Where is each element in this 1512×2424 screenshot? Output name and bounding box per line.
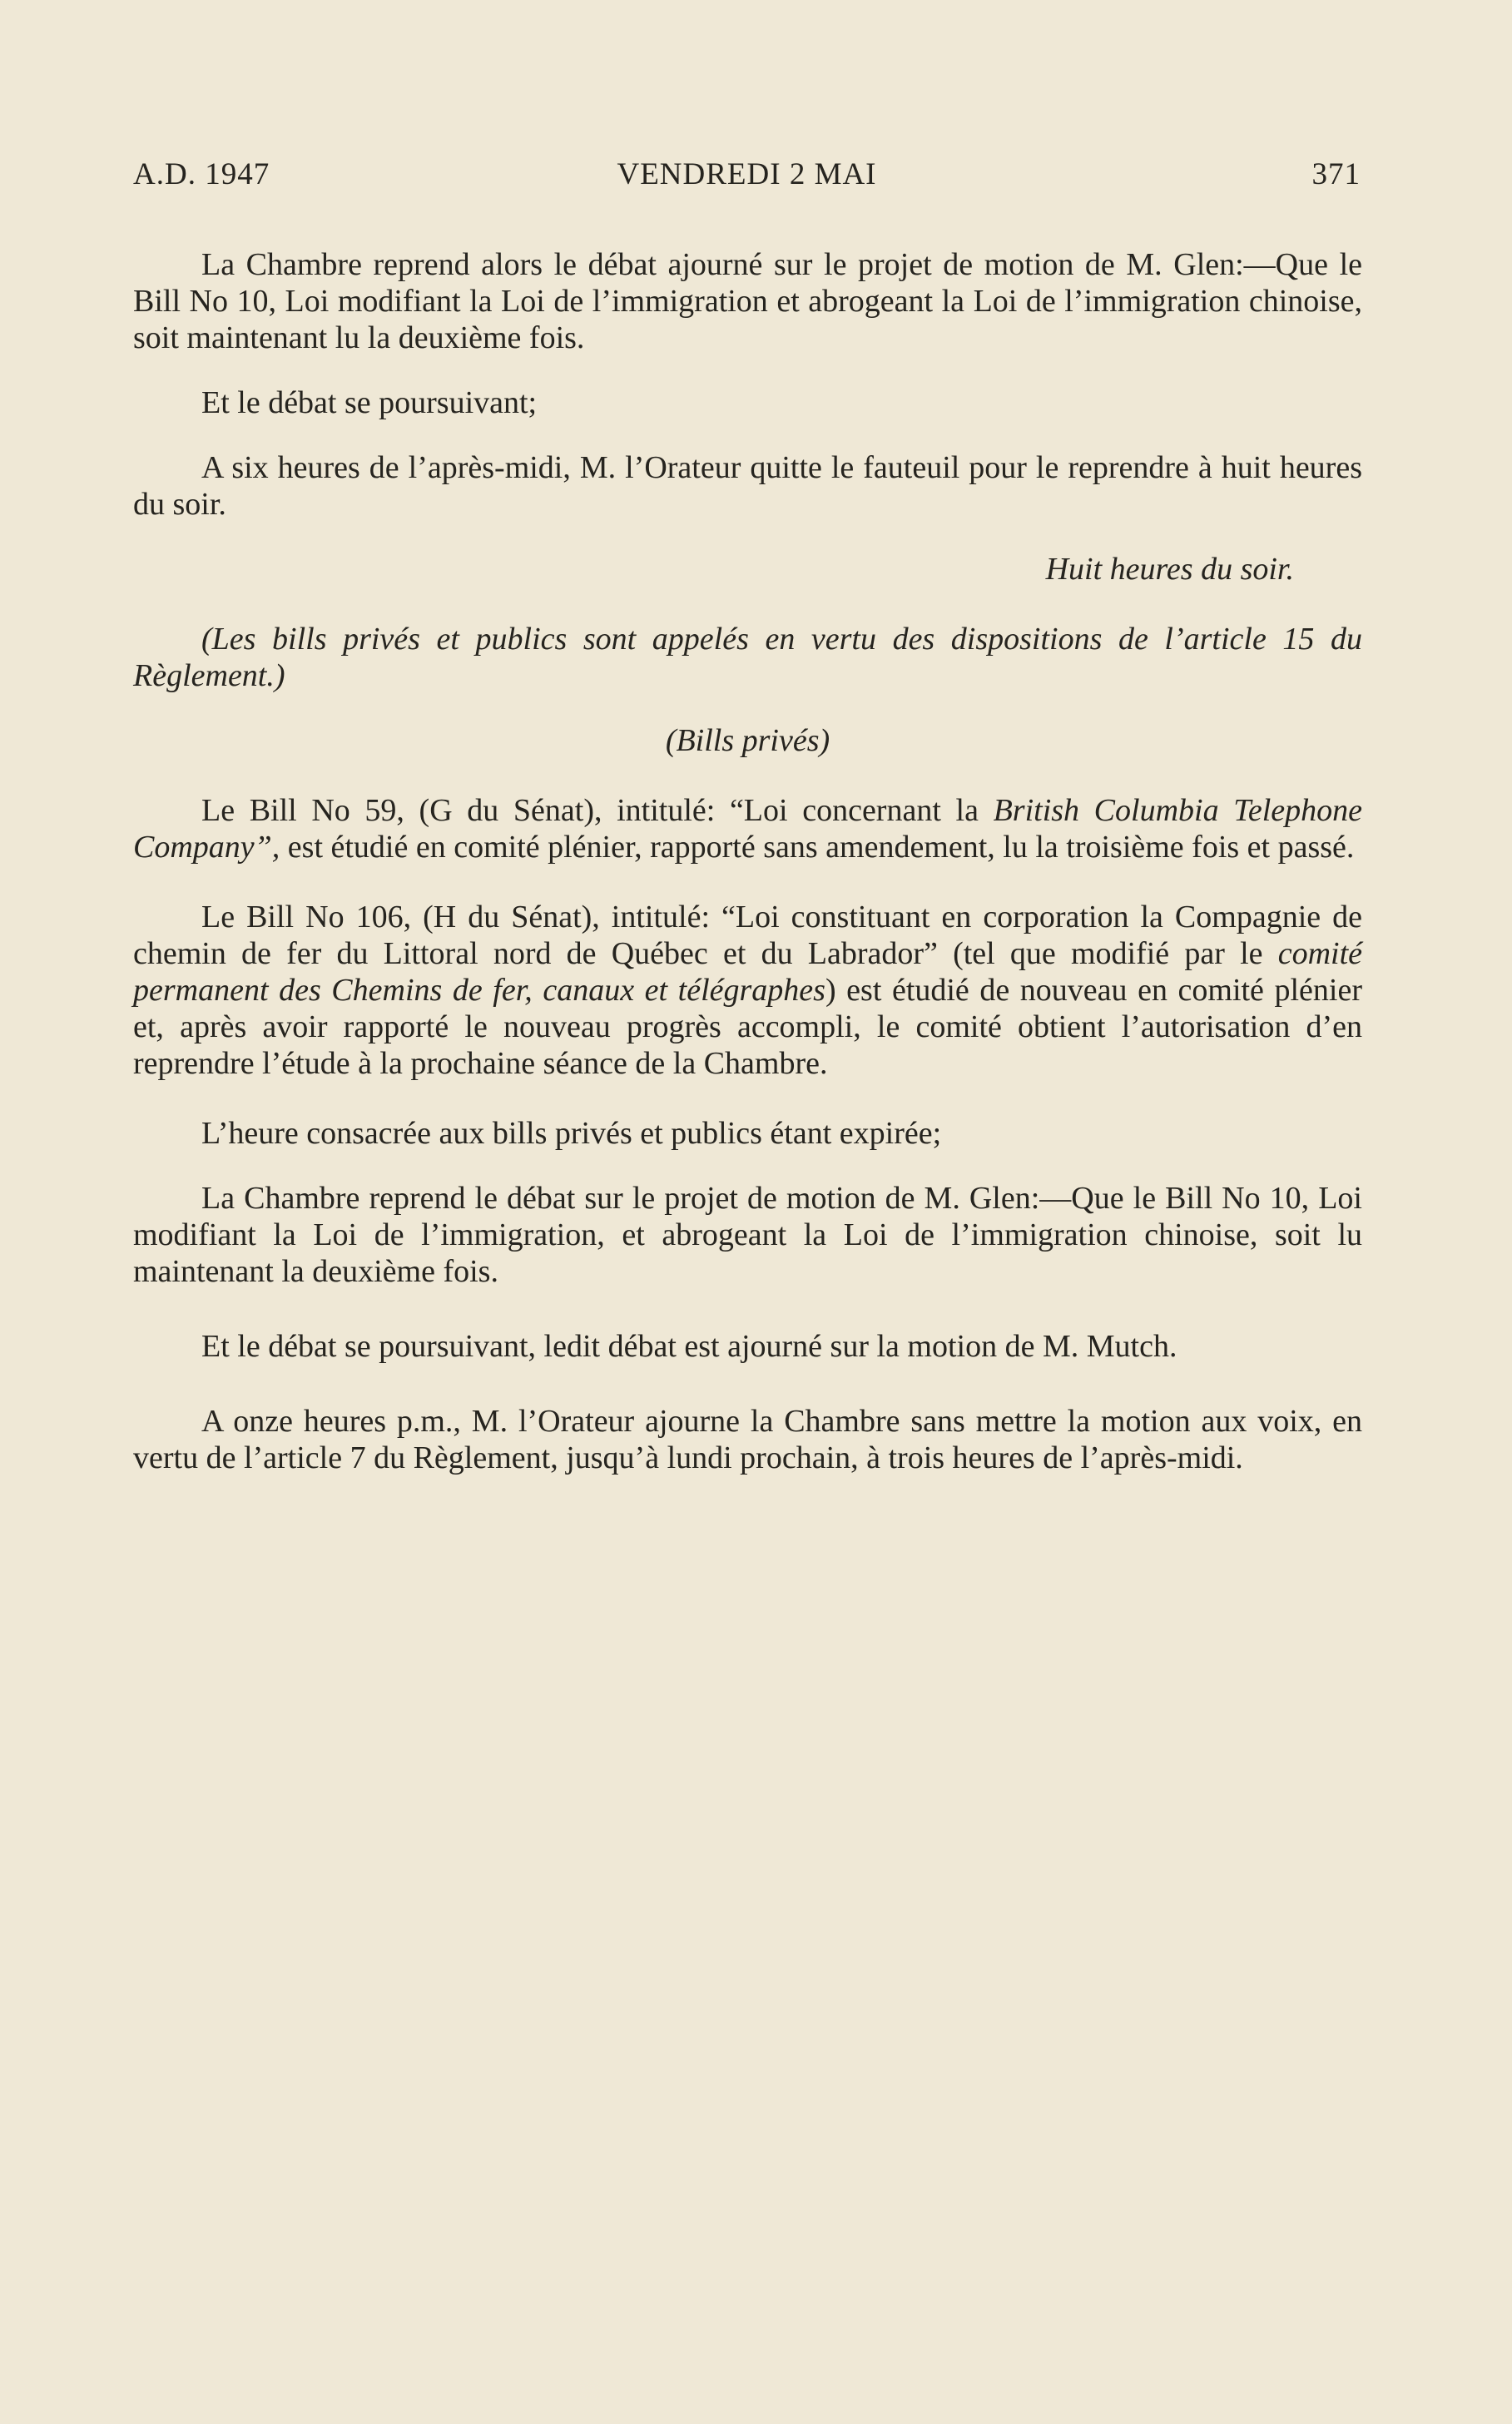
paragraph-six-oclock: A six heures de l’après-midi, M. l’Orateur quitte le fauteuil pour le reprendre à huit heures du soir. [133, 450, 1362, 522]
paragraph-hour-expired: L’heure consacrée aux bills privés et publics étant expirée; [201, 1116, 942, 1151]
paragraph-bill-59 [133, 792, 1362, 865]
section-heading-private-bills: (Bills privés) [665, 723, 830, 758]
paragraph-bill-106 [133, 899, 1362, 1082]
body-text [133, 246, 1362, 1476]
paragraph-debate-resumed-again: La Chambre reprend le débat sur le projet de motion de M. Glen:—Que le Bill No 10, Loi modifiant la Loi de l’immigration, et abrogeant la Loi de l’immigration chinoise, soit lu maintenant la deuxième fois. [133, 1181, 1362, 1289]
bill-59-text-start: Le Bill No 59, (G du Sénat), intitulé: “Loi concernant la [201, 793, 994, 828]
bill-59-text-end: est étudié en comité plénier, rapporté sans amendement, lu la troisième fois et passé. [280, 830, 1355, 865]
header-year: A.D. 1947 [133, 157, 270, 191]
paragraph-house-adjourns: A onze heures p.m., M. l’Orateur ajourne la Chambre sans mettre la motion aux voix, en vertu de l’article 7 du Règlement, jusqu’à lundi prochain, à trois heures de l’après-midi. [133, 1404, 1362, 1475]
paragraph-debate-continuing: Et le débat se poursuivant; [201, 385, 538, 420]
bill-106-text-start: Le Bill No 106, (H du Sénat), intitulé: “Loi constituant en corporation la Compagnie de chemin de fer du Littoral nord de Québec et du Labrador” (tel que modifié par le [133, 900, 1362, 971]
running-header [133, 156, 1361, 198]
bill-106-text-end: ) est étudié de nouveau en comité plénier et, après avoir rapporté le nouveau progrès accompli, le comité obtient l’autorisation d’en reprendre l’étude à la prochaine séance de la Chambre. [133, 973, 1362, 1081]
paragraph-bills-called: (Les bills privés et publics sont appelés en vertu des dispositions de l’article 15 du Règlement.) [133, 622, 1362, 693]
bill-106-committee-name: comité permanent des Chemins de fer, canaux et télégraphes [133, 936, 1362, 1008]
bill-59-company-name: British Columbia Telephone Company”, [133, 793, 1362, 865]
page-number: 371 [1311, 157, 1361, 191]
paragraph-eight-oclock: Huit heures du soir. [1045, 552, 1294, 587]
header-date: VENDREDI 2 MAI [617, 157, 877, 191]
paragraph-debate-adjourned: Et le débat se poursuivant, ledit débat est ajourné sur la motion de M. Mutch. [201, 1329, 1177, 1364]
paragraph-debate-resumed: La Chambre reprend alors le débat ajourné sur le projet de motion de M. Glen:—Que le Bill No 10, Loi modifiant la Loi de l’immigration et abrogeant la Loi de l’immigration chinoise, soit maintenant lu la deuxième fois. [133, 247, 1362, 355]
